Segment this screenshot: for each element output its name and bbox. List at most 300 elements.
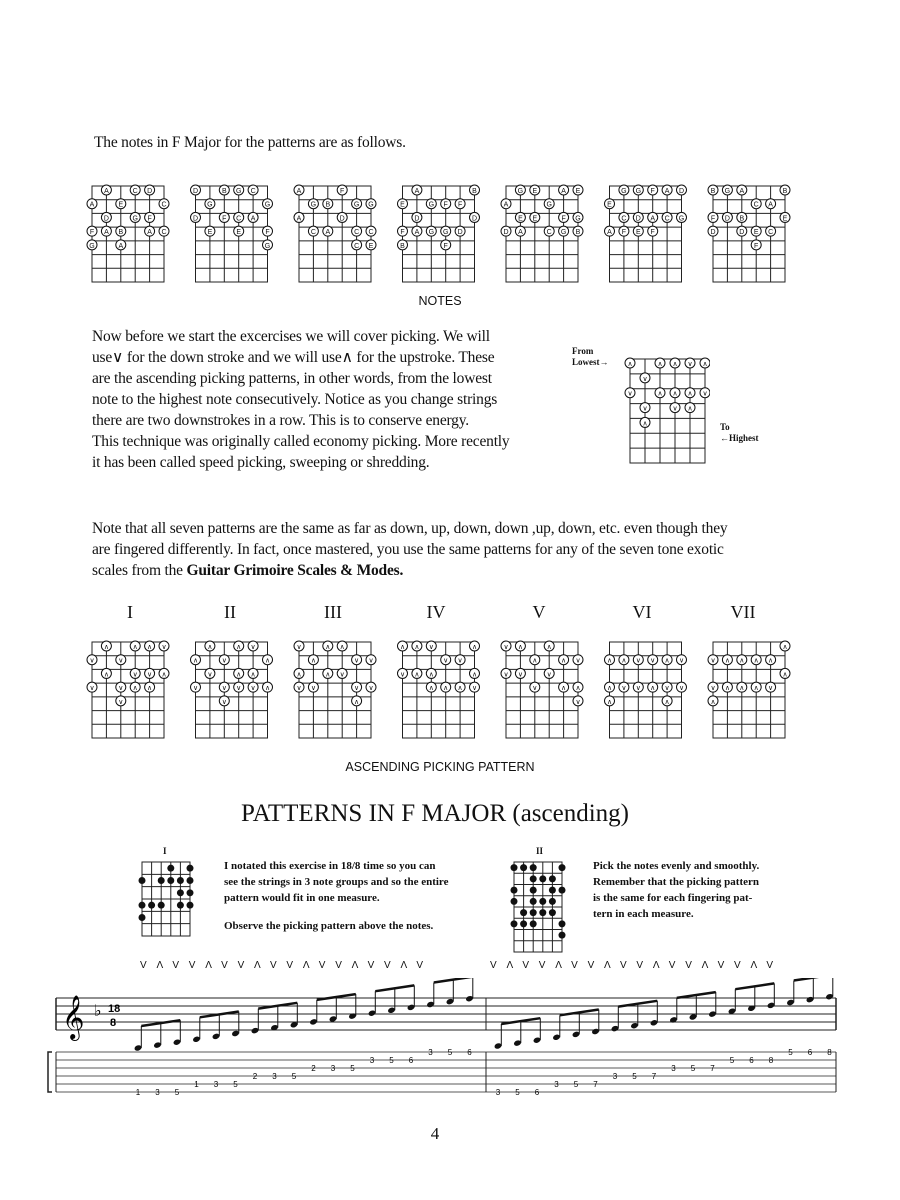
svg-text:G: G [207, 201, 213, 209]
finger-dot-icon [520, 864, 527, 871]
fret-marker-icon [308, 682, 318, 692]
picking-diagram-row [86, 636, 806, 748]
fret-marker-icon [619, 682, 629, 692]
book-title: Guitar Grimoire Scales & Modes. [186, 562, 404, 579]
fret-marker-icon [559, 682, 569, 692]
fret-marker-icon [640, 373, 650, 383]
fret-marker-icon [501, 668, 511, 678]
tab-number: 5 [632, 1072, 637, 1081]
fret-marker-icon [501, 199, 511, 209]
tab-number: 2 [252, 1072, 258, 1081]
fret-marker-icon [751, 226, 761, 236]
fret-marker-icon [87, 682, 97, 692]
svg-text:B: B [400, 242, 405, 250]
picking-line: Now before we start the excercises we will cover picking. We will [92, 328, 490, 345]
svg-text:∧: ∧ [606, 657, 613, 665]
svg-text:A: A [561, 188, 566, 195]
svg-text:∧: ∧ [782, 644, 788, 651]
fret-marker-icon [130, 668, 140, 678]
finger-dot-icon [539, 898, 546, 905]
fret-marker-icon [515, 185, 525, 195]
svg-text:∧: ∧ [310, 657, 316, 665]
fret-marker-icon [205, 641, 215, 651]
svg-text:∨: ∨ [457, 657, 463, 665]
pattern-label-V: V [532, 602, 546, 622]
svg-text:∨: ∨ [687, 361, 693, 368]
svg-text:B: B [739, 215, 745, 223]
fret-marker-icon [559, 655, 569, 665]
fret-marker-icon [191, 682, 201, 692]
svg-text:∨: ∨ [627, 390, 633, 398]
fret-marker-icon [263, 240, 273, 250]
svg-text:∨: ∨ [428, 644, 434, 651]
svg-text:∨: ∨ [399, 671, 406, 679]
fret-marker-icon [751, 655, 761, 665]
exercise-note-1 [224, 858, 494, 934]
finger-dot-icon [549, 898, 556, 905]
svg-text:E: E [236, 229, 242, 237]
exercise-diagram-2 [510, 858, 570, 958]
svg-text:B: B [472, 188, 477, 195]
fret-marker-icon [737, 212, 747, 222]
svg-text:G: G [235, 188, 242, 195]
svg-text:A: A [518, 229, 523, 237]
fret-marker-icon [708, 696, 718, 706]
fret-marker-icon [780, 212, 790, 222]
fret-marker-icon [234, 682, 244, 692]
svg-text:∧: ∧ [561, 685, 567, 693]
fret-marker-icon [145, 641, 155, 651]
tab-number: 5 [389, 1056, 394, 1065]
tab-number: 3 [213, 1080, 219, 1089]
svg-text:G: G [132, 215, 138, 223]
fret-marker-icon [101, 668, 111, 678]
fret-marker-icon [640, 403, 650, 413]
svg-text:∨: ∨ [221, 698, 227, 706]
svg-text:∧: ∧ [207, 644, 213, 651]
svg-text:A: A [250, 215, 256, 223]
fret-marker-icon [323, 641, 333, 651]
finger-dot-icon [511, 920, 518, 927]
fret-marker-icon [470, 682, 480, 692]
picking-paragraph [92, 326, 552, 473]
finger-dot-icon [187, 902, 194, 909]
fret-marker-icon [662, 185, 672, 195]
fret-marker-icon [737, 682, 747, 692]
fret-marker-icon [366, 199, 376, 209]
tab-number: 1 [194, 1080, 199, 1089]
finger-dot-icon [539, 875, 546, 882]
svg-text:∧: ∧ [236, 671, 242, 679]
svg-text:∨: ∨ [702, 390, 708, 398]
fret-marker-icon [308, 226, 318, 236]
svg-text:D: D [678, 188, 685, 195]
fret-marker-icon [780, 185, 790, 195]
exercise-diagram-2-label: II [536, 846, 544, 856]
finger-dot-icon [549, 875, 556, 882]
picking-example-diagram [620, 355, 710, 467]
fret-marker-icon [530, 185, 540, 195]
fret-marker-icon [515, 226, 525, 236]
fret-marker-icon [766, 682, 776, 692]
fret-marker-icon [219, 655, 229, 665]
fret-marker-icon [130, 641, 140, 651]
svg-text:∨: ∨ [768, 685, 774, 693]
tab-number: 6 [467, 1048, 472, 1057]
finger-dot-icon [530, 909, 537, 916]
tab-number: 3 [554, 1080, 559, 1089]
tab-number: 5 [690, 1064, 696, 1073]
fret-marker-icon [145, 185, 155, 195]
svg-text:∨: ∨ [89, 685, 95, 693]
svg-text:∧: ∧ [657, 361, 663, 368]
fret-marker-icon [441, 240, 451, 250]
fret-marker-icon [294, 682, 304, 692]
tab-number: 8 [827, 1048, 832, 1057]
svg-text:E: E [207, 229, 213, 237]
finger-dot-icon [530, 875, 537, 882]
picking-line: note to the highest note consecutively. Notice as you change strings [92, 391, 498, 408]
svg-text:F: F [340, 188, 345, 195]
fret-marker-icon [700, 358, 710, 368]
svg-text:∨: ∨ [207, 671, 213, 679]
fret-marker-icon [426, 226, 436, 236]
svg-text:∧: ∧ [414, 671, 420, 679]
fret-marker-icon [337, 185, 347, 195]
fret-marker-icon [677, 682, 687, 692]
svg-text:G: G [678, 215, 685, 223]
svg-text:∨: ∨ [118, 698, 124, 706]
fret-marker-icon [366, 226, 376, 236]
fret-marker-icon [662, 696, 672, 706]
svg-text:G: G [560, 229, 567, 237]
exercise-note-line: pattern would fit in one measure. [224, 892, 380, 904]
note-line: Note that all seven patterns are the same as far as down, up, down, down ,up, down, etc. even though they [92, 520, 728, 537]
svg-text:∧: ∧ [702, 361, 708, 368]
fret-marker-icon [323, 226, 333, 236]
svg-text:F: F [443, 201, 448, 209]
fret-marker-icon [670, 358, 680, 368]
flat-icon: ♭ [94, 1003, 102, 1020]
svg-text:∨: ∨ [642, 375, 648, 383]
picking-line: This technique was originally called economy picking. More recently [92, 433, 510, 450]
svg-text:A: A [768, 201, 773, 209]
finger-dot-icon [530, 920, 537, 927]
svg-text:A: A [503, 201, 509, 209]
fret-marker-icon [116, 240, 126, 250]
tab-number: 3 [155, 1088, 160, 1097]
svg-text:∨: ∨ [575, 698, 581, 706]
svg-text:E: E [782, 215, 788, 223]
fret-marker-icon [559, 226, 569, 236]
fret-marker-icon [685, 388, 695, 398]
fret-marker-icon [263, 199, 273, 209]
svg-text:F: F [222, 215, 227, 223]
fret-marker-icon [352, 655, 362, 665]
svg-text:B: B [118, 229, 124, 237]
finger-dot-icon [148, 902, 155, 909]
fret-marker-icon [722, 212, 732, 222]
svg-text:F: F [650, 188, 655, 195]
fret-marker-icon [294, 668, 304, 678]
svg-text:E: E [368, 242, 374, 250]
finger-dot-icon [511, 864, 518, 871]
finger-dot-icon [530, 887, 537, 894]
fret-marker-icon [648, 212, 658, 222]
fret-marker-icon [766, 655, 776, 665]
fret-marker-icon [470, 212, 480, 222]
svg-text:D: D [635, 215, 641, 223]
svg-text:∨: ∨ [296, 685, 302, 693]
fret-marker-icon [219, 682, 229, 692]
fret-marker-icon [573, 682, 583, 692]
fret-marker-icon [737, 655, 747, 665]
fret-marker-icon [130, 185, 140, 195]
tab-number: 8 [768, 1056, 774, 1065]
svg-text:A: A [414, 188, 420, 195]
fret-marker-icon [559, 212, 569, 222]
svg-text:∧: ∧ [739, 657, 745, 665]
svg-text:D: D [414, 215, 420, 223]
fret-marker-icon [619, 185, 629, 195]
fret-marker-icon [337, 668, 347, 678]
svg-text:∨: ∨ [310, 685, 316, 693]
svg-text:C: C [161, 201, 167, 209]
pattern-label-VII: VII [730, 602, 756, 622]
svg-text:B: B [575, 229, 581, 237]
fret-marker-icon [412, 226, 422, 236]
fret-marker-icon [412, 212, 422, 222]
fret-marker-icon [219, 696, 229, 706]
pattern-label-I: I [127, 602, 133, 622]
exercise-note-line: is the same for each fingering pat- [593, 892, 753, 904]
fret-marker-icon [398, 226, 408, 236]
svg-text:∧: ∧ [399, 644, 406, 651]
fret-marker-icon [530, 655, 540, 665]
picking-caption: ASCENDING PICKING PATTERN [345, 760, 535, 774]
fret-marker-icon [248, 682, 258, 692]
svg-text:E: E [575, 188, 581, 195]
svg-text:∨: ∨ [132, 671, 138, 679]
finger-dot-icon [139, 902, 146, 909]
fret-marker-icon [234, 226, 244, 236]
fret-marker-icon [263, 655, 273, 665]
fret-marker-icon [159, 199, 169, 209]
fret-marker-icon [116, 682, 126, 692]
svg-text:C: C [768, 229, 774, 237]
svg-text:∨: ∨ [710, 657, 716, 665]
svg-text:∧: ∧ [161, 671, 167, 679]
svg-text:A: A [296, 188, 302, 195]
fret-marker-icon [234, 212, 244, 222]
fret-marker-icon [219, 212, 229, 222]
fret-marker-icon [101, 212, 111, 222]
svg-text:G: G [264, 201, 271, 209]
svg-text:∨: ∨ [678, 657, 685, 665]
fret-marker-icon [633, 212, 643, 222]
fret-marker-icon [87, 226, 97, 236]
fret-marker-icon [145, 682, 155, 692]
tab-number: 3 [671, 1064, 676, 1073]
fret-marker-icon [544, 199, 554, 209]
fret-marker-icon [470, 185, 480, 195]
svg-text:A: A [414, 229, 420, 237]
fret-marker-icon [248, 641, 258, 651]
svg-text:∧: ∧ [517, 644, 523, 651]
svg-text:F: F [710, 215, 716, 223]
svg-text:∧: ∧ [103, 644, 109, 651]
fret-marker-icon [87, 655, 97, 665]
svg-text:∨: ∨ [354, 685, 360, 693]
svg-text:∨: ∨ [503, 644, 509, 651]
fret-marker-icon [648, 226, 658, 236]
tab-number: 5 [788, 1048, 793, 1057]
svg-text:G: G [264, 242, 271, 250]
tab-number: 5 [350, 1064, 355, 1073]
svg-text:∧: ∧ [264, 657, 271, 665]
svg-text:C: C [753, 201, 759, 209]
fret-marker-icon [708, 185, 718, 195]
fret-marker-icon [116, 696, 126, 706]
fret-marker-icon [470, 641, 480, 651]
fret-marker-icon [145, 668, 155, 678]
fret-marker-icon [323, 199, 333, 209]
svg-text:∨: ∨ [161, 644, 167, 651]
time-signature-top: 18 [108, 1003, 121, 1015]
finger-dot-icon [559, 932, 566, 939]
svg-text:∧: ∧ [471, 644, 478, 651]
intro-text: The notes in F Major for the patterns are as follows. [94, 134, 406, 151]
svg-text:∨: ∨ [118, 685, 124, 693]
svg-text:A: A [650, 215, 656, 223]
fret-marker-icon [159, 226, 169, 236]
tab-number: 5 [233, 1080, 238, 1089]
tab-number: 1 [135, 1088, 141, 1097]
picking-line: are the ascending picking patterns, in other words, from the lowest [92, 370, 492, 387]
fret-marker-icon [263, 226, 273, 236]
fret-marker-icon [263, 682, 273, 692]
fret-marker-icon [573, 696, 583, 706]
svg-text:∧: ∧ [428, 671, 434, 679]
note-line-prefix: scales from the [92, 562, 187, 579]
finger-dot-icon [158, 877, 165, 884]
svg-text:C: C [354, 229, 360, 237]
svg-text:B: B [221, 188, 227, 195]
fret-marker-icon [640, 417, 650, 427]
fret-marker-icon [308, 199, 318, 209]
svg-text:A: A [325, 229, 331, 237]
fret-marker-icon [530, 212, 540, 222]
to-highest-label [720, 422, 759, 444]
fret-marker-icon [722, 185, 732, 195]
fret-marker-icon [294, 641, 304, 651]
svg-text:C: C [161, 229, 167, 237]
fret-marker-icon [662, 655, 672, 665]
svg-text:∨: ∨ [192, 685, 199, 693]
tab-number: 7 [593, 1080, 598, 1089]
svg-text:F: F [621, 229, 627, 237]
finger-dot-icon [549, 909, 556, 916]
exercise-diagram-1-label: I [163, 846, 167, 856]
fret-marker-icon [605, 696, 615, 706]
pattern-label-II: II [224, 602, 236, 622]
svg-text:∨: ∨ [236, 685, 242, 693]
fret-marker-icon [426, 641, 436, 651]
svg-text:A: A [104, 188, 109, 195]
fret-marker-icon [501, 226, 511, 236]
fret-marker-icon [412, 185, 422, 195]
svg-text:∧: ∧ [264, 685, 271, 693]
svg-text:∧: ∧ [650, 685, 656, 693]
svg-text:∨: ∨ [532, 685, 538, 693]
svg-text:∨: ∨ [296, 644, 302, 651]
svg-text:∧: ∧ [339, 644, 345, 651]
svg-text:∧: ∧ [428, 685, 434, 693]
fret-marker-icon [205, 199, 215, 209]
fret-marker-icon [737, 226, 747, 236]
picking-line: use∨ for the down stroke and we will use∧ for the upstroke. These [92, 349, 495, 366]
svg-text:∨: ∨ [650, 657, 656, 665]
tab-number: 3 [330, 1064, 336, 1073]
svg-text:∧: ∧ [782, 671, 788, 679]
note-line: are fingered differently. In fact, once mastered, you use the same patterns for any of the seven tone exotic [92, 541, 724, 558]
svg-text:C: C [621, 215, 627, 223]
fret-marker-icon [670, 388, 680, 398]
fret-marker-icon [648, 682, 658, 692]
svg-text:∨: ∨ [443, 657, 449, 665]
svg-text:B: B [782, 188, 788, 195]
fret-marker-icon [455, 199, 465, 209]
finger-dot-icon [187, 889, 194, 896]
finger-dot-icon [520, 920, 527, 927]
fret-marker-icon [780, 641, 790, 651]
pattern-label-III: III [324, 602, 342, 622]
svg-text:∧: ∧ [132, 685, 138, 693]
svg-text:∧: ∧ [457, 685, 463, 693]
fret-marker-icon [677, 655, 687, 665]
fret-marker-icon [605, 199, 615, 209]
fret-marker-icon [366, 240, 376, 250]
svg-text:G: G [353, 201, 360, 209]
svg-text:F: F [561, 215, 566, 223]
svg-text:∧: ∧ [546, 644, 552, 651]
svg-text:F: F [147, 215, 152, 223]
finger-dot-icon [167, 877, 174, 884]
exercise-note-line: Pick the notes evenly and smoothly. [593, 860, 760, 872]
fret-marker-icon [559, 185, 569, 195]
fret-marker-icon [648, 655, 658, 665]
svg-text:∧: ∧ [561, 657, 567, 665]
fret-marker-icon [573, 185, 583, 195]
tab-number: 3 [272, 1072, 277, 1081]
tab-number: 5 [447, 1048, 453, 1057]
fret-marker-icon [398, 641, 408, 651]
svg-text:∧: ∧ [443, 685, 449, 693]
svg-text:B: B [710, 188, 716, 195]
svg-text:G: G [546, 201, 552, 209]
svg-text:D: D [192, 215, 199, 223]
svg-text:∧: ∧ [672, 390, 678, 398]
fret-marker-icon [573, 226, 583, 236]
fret-marker-icon [766, 199, 776, 209]
fret-marker-icon [685, 403, 695, 413]
fret-marker-icon [248, 212, 258, 222]
svg-text:∧: ∧ [664, 698, 670, 706]
fret-marker-icon [352, 696, 362, 706]
fret-marker-icon [337, 212, 347, 222]
svg-text:E: E [635, 229, 641, 237]
finger-dot-icon [520, 909, 527, 916]
